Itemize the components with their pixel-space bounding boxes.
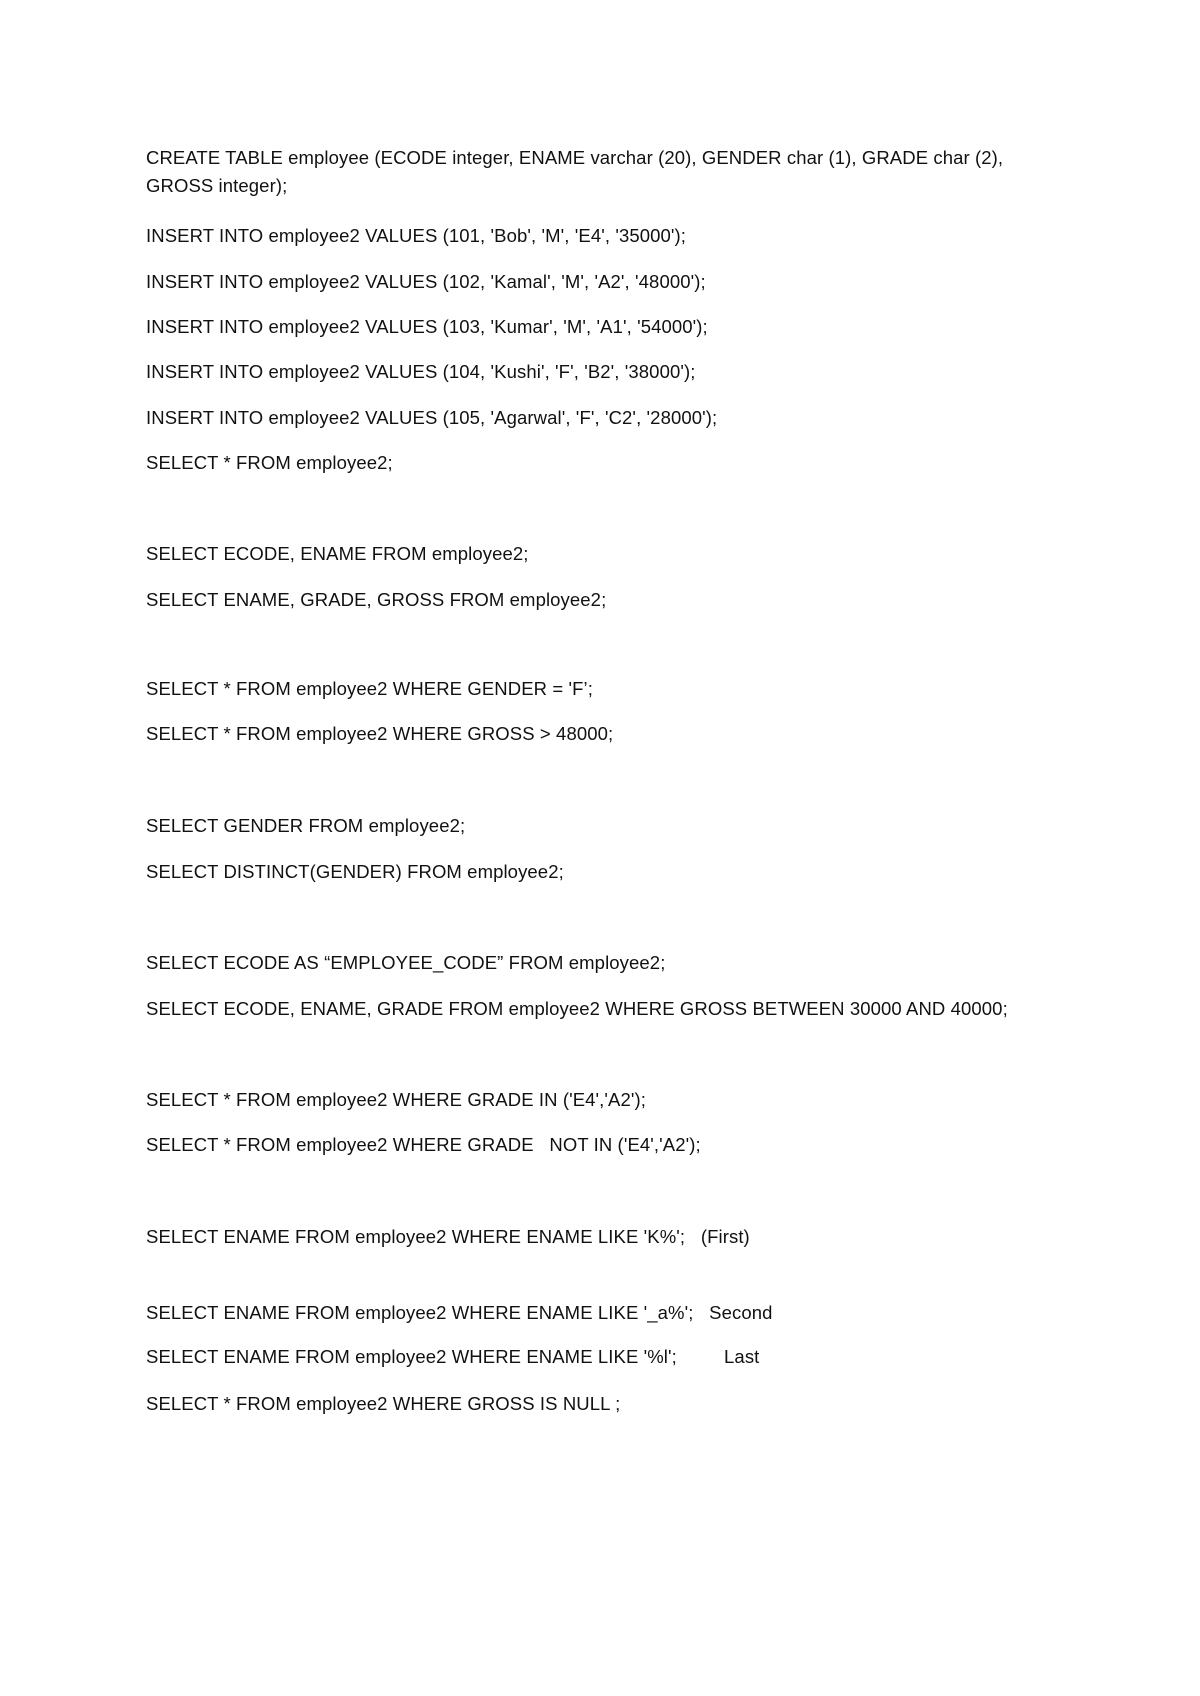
sql-line-select-ecode-ename: SELECT ECODE, ENAME FROM employee2; [146, 543, 529, 564]
sql-line-like-second: SELECT ENAME FROM employee2 WHERE ENAME LIKE '_a%'; Second [146, 1302, 773, 1323]
sql-line-insert-105: INSERT INTO employee2 VALUES (105, 'Agarwal', 'F', 'C2', '28000'); [146, 407, 718, 428]
sql-line-is-null: SELECT * FROM employee2 WHERE GROSS IS NULL ; [146, 1393, 621, 1414]
sql-line-where-gender: SELECT * FROM employee2 WHERE GENDER = 'F’; [146, 678, 593, 699]
sql-line-select-distinct: SELECT DISTINCT(GENDER) FROM employee2; [146, 861, 564, 882]
sql-line-like-first: SELECT ENAME FROM employee2 WHERE ENAME LIKE 'K%'; (First) [146, 1226, 750, 1247]
sql-line-insert-104: INSERT INTO employee2 VALUES (104, 'Kushi', 'F', 'B2', '38000'); [146, 361, 696, 382]
sql-line-insert-103: INSERT INTO employee2 VALUES (103, 'Kumar', 'M', 'A1', '54000'); [146, 316, 708, 337]
sql-line-where-gross: SELECT * FROM employee2 WHERE GROSS > 48000; [146, 723, 614, 744]
sql-line-insert-102: INSERT INTO employee2 VALUES (102, 'Kamal', 'M', 'A2', '48000'); [146, 271, 706, 292]
sql-line-like-last: SELECT ENAME FROM employee2 WHERE ENAME LIKE '%l'; Last [146, 1346, 760, 1367]
sql-line-select-ename-grade-gross: SELECT ENAME, GRADE, GROSS FROM employee2; [146, 589, 607, 610]
sql-line-select-between: SELECT ECODE, ENAME, GRADE FROM employee2 WHERE GROSS BETWEEN 30000 AND 40000; [146, 998, 1008, 1019]
sql-line-select-in: SELECT * FROM employee2 WHERE GRADE IN ('E4','A2'); [146, 1089, 647, 1110]
sql-line-select-gender: SELECT GENDER FROM employee2; [146, 815, 466, 836]
sql-line-select-all: SELECT * FROM employee2; [146, 452, 393, 473]
sql-line-insert-101: INSERT INTO employee2 VALUES (101, 'Bob', 'M', 'E4', '35000'); [146, 225, 687, 246]
sql-line-select-alias: SELECT ECODE AS “EMPLOYEE_CODE” FROM employee2; [146, 952, 666, 973]
sql-line-create-table: CREATE TABLE employee (ECODE integer, ENAME varchar (20), GENDER char (1), GRADE char (2), GROSS integer); [146, 147, 1004, 196]
sql-line-select-not-in: SELECT * FROM employee2 WHERE GRADE NOT IN ('E4','A2'); [146, 1134, 701, 1155]
